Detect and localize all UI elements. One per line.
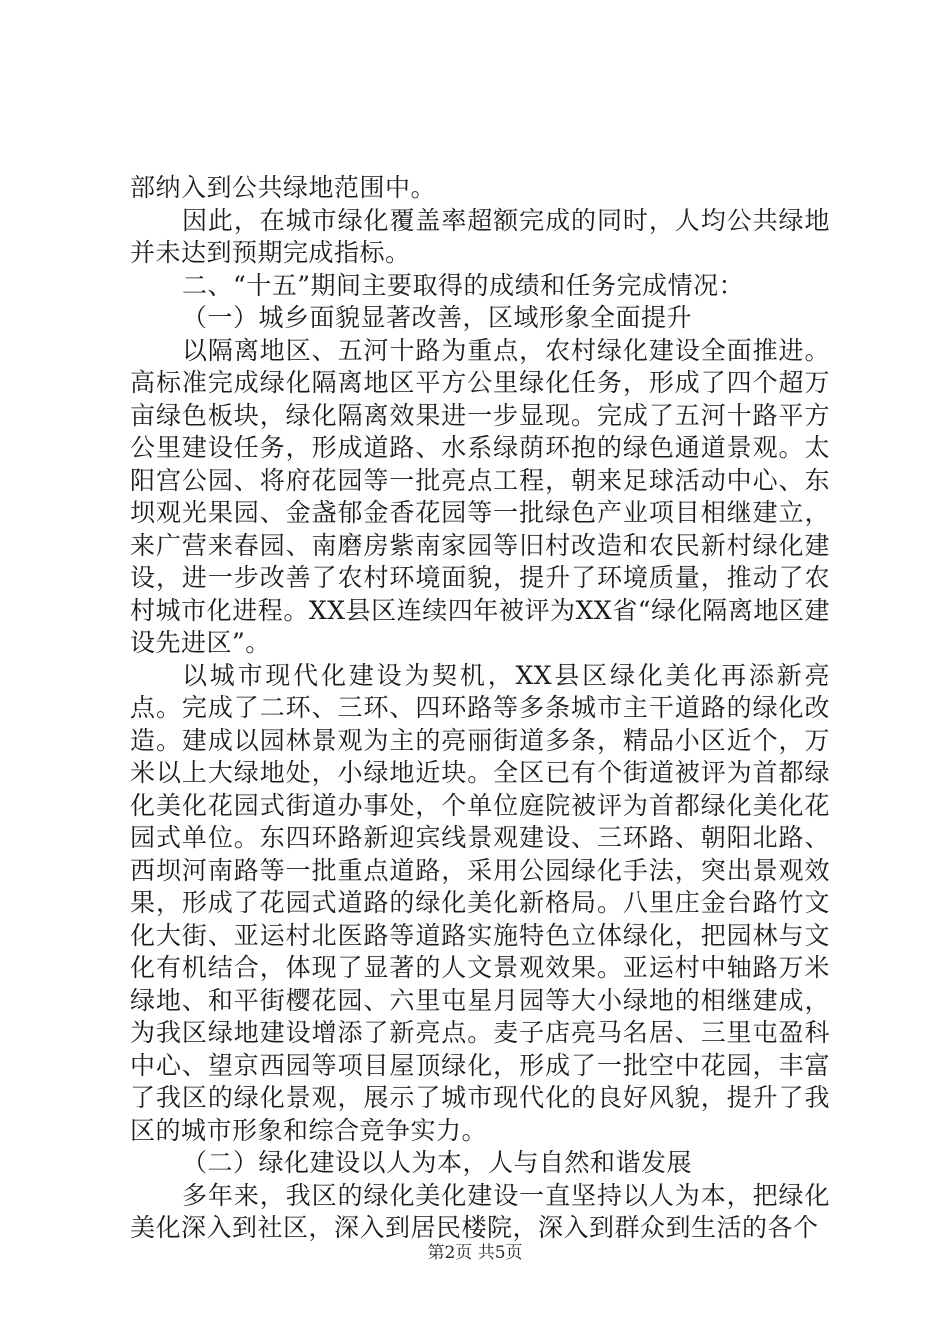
paragraph-1: 部纳入到公共绿地范围中。 <box>130 173 437 202</box>
subsection-heading-1: （一）城乡面貌显著改善，区域形象全面提升 <box>182 303 693 332</box>
paragraph-people-oriented: 多年来，我区的绿化美化建设一直坚持以人为本，把绿化美化深入到社区，深入到居民楼院，深入到群众到生活的各个 <box>130 1180 830 1242</box>
paragraph-rural-greening: 以隔离地区、五河十路为重点，农村绿化建设全面推进。高标准完成绿化隔离地区平方公里绿化任务，形成了四个超万亩绿色板块，绿化隔离效果进一步显现。完成了五河十路平方公里建设任务，形成道路、水系绿荫环抱的绿色通道景观。太阳宫公园、将府花园等一批亮点工程，朝来足球活动中心、东坝观光果园、金盏郁金香花园等一批绿色产业项目相继建立，来广营来春园、南磨房紫南家园等旧村改造和农民新村绿化建设，进一步改善了农村环境面貌，提升了环境质量，推动了农村城市化进程。XX县区连续四年被评为XX省“绿化隔离地区建设先进区”。 <box>130 335 830 657</box>
page-footer: 第2页 共5页 <box>427 1243 523 1263</box>
subsection-heading-2: （二）绿化建设以人为本，人与自然和谐发展 <box>182 1148 693 1177</box>
document-body <box>130 172 830 1245</box>
paragraph-urban-greening: 以城市现代化建设为契机，XX县区绿化美化再添新亮点。完成了二环、三环、四环路等多条城市主干道路的绿化改造。建成以园林景观为主的亮丽街道多条，精品小区近个，万米以上大绿地处，小绿地近块。全区已有个街道被评为首都绿化美化花园式街道办事处，个单位庭院被评为首都绿化美化花园式单位。东四环路新迎宾线景观建设、三环路、朝阳北路、西坝河南路等一批重点道路，采用公园绿化手法，突出景观效果，形成了花园式道路的绿化美化新格局。八里庄金台路竹文化大街、亚运村北医路等道路实施特色立体绿化，把园林与文化有机结合，体现了显著的人文景观效果。亚运村中轴路万米绿地、和平街樱花园、六里屯星月园等大小绿地的相继建成，为我区绿地建设增添了新亮点。麦子店亮马名居、三里屯盈科中心、望京西园等项目屋顶绿化，形成了一批空中花园，丰富了我区的绿化景观，展示了城市现代化的良好风貌，提升了我区的城市形象和综合竞争实力。 <box>130 660 830 1145</box>
section-heading-2: 二、“十五”期间主要取得的成绩和任务完成情况： <box>182 270 745 300</box>
paragraph-2: 因此，在城市绿化覆盖率超额完成的同时，人均公共绿地并未达到预期完成指标。 <box>130 205 830 267</box>
